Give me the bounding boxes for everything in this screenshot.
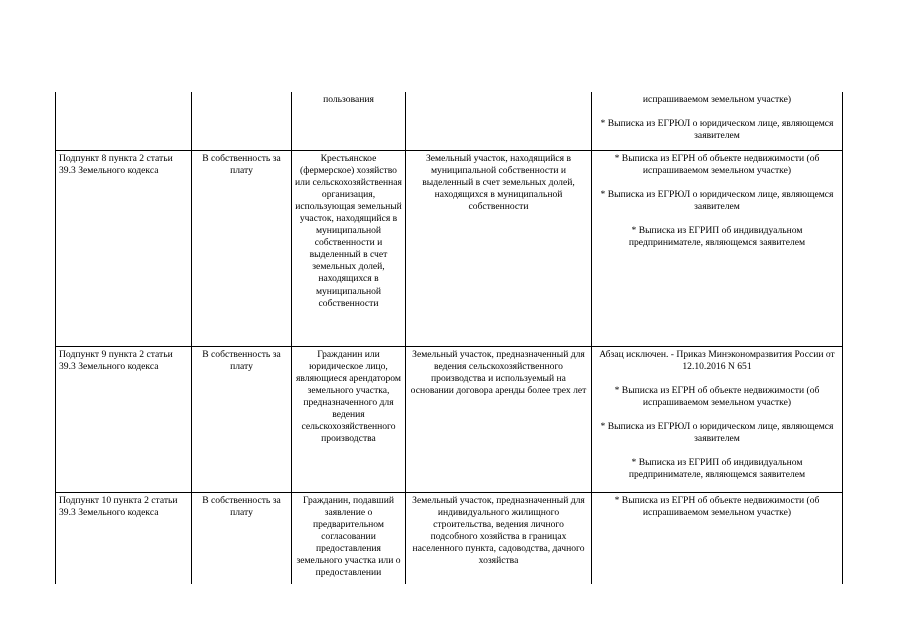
document-item: * Выписка из ЕГРН об объекте недвижимости (об испрашиваемом земельном участке) [614,494,820,518]
land-plot-cell: Земельный участок, предназначенный для ведения сельскохозяйственного производства и используемый на основании договора аренды более трех лет [406,346,592,492]
table-row [56,150,843,346]
legal-basis-cell: Подпункт 10 пункта 2 статьи 39.3 Земельного кодекса [56,492,192,584]
applicant-cell: Крестьянское (фермерское) хозяйство или сельскохозяйственная организация, использующая земельный участок, находящийся в муниципальной собственности и выделенный в счет земельных долей, находящихся в муниципальной собственности [292,150,406,346]
document-item: * Выписка из ЕГРЮЛ о юридическом лице, являющемся заявителем [600,188,834,212]
legal-basis-cell: Подпункт 9 пункта 2 статьи 39.3 Земельного кодекса [56,346,192,492]
right-type-cell [192,92,292,150]
document-item: * Выписка из ЕГРИП об индивидуальном предпринимателе, являющемся заявителем [628,224,806,248]
documents-cell [592,346,843,492]
document-item: испрашиваемом земельном участке) [642,94,792,105]
applicant-cell: Гражданин или юридическое лицо, являющиеся арендатором земельного участка, предназначенного для ведения сельскохозяйственного производства [292,346,406,492]
documents-cell [592,150,843,346]
land-plot-cell [406,92,592,150]
right-type-cell: В собственность за плату [192,150,292,346]
document-item: * Выписка из ЕГРЮЛ о юридическом лице, являющемся заявителем [600,420,834,444]
legal-basis-cell: Подпункт 8 пункта 2 статьи 39.3 Земельного кодекса [56,150,192,346]
document-item: * Выписка из ЕГРЮЛ о юридическом лице, являющемся заявителем [600,118,834,142]
land-plot-cell: Земельный участок, предназначенный для индивидуального жилищного строительства, ведения личного подсобного хозяйства в границах населенного пункта, садоводства, дачного хозяйства [406,492,592,584]
right-type-cell: В собственность за плату [192,346,292,492]
table-row [56,492,843,584]
table-row [56,92,843,150]
document-item: Абзац исключен. - Приказ Минэкономразвития России от 12.10.2016 N 651 [599,348,835,372]
document-item: * Выписка из ЕГРН об объекте недвижимости (об испрашиваемом земельном участке) [614,152,820,176]
right-type-cell: В собственность за плату [192,492,292,584]
documents-cell [592,492,843,584]
document-item: * Выписка из ЕГРИП об индивидуальном предпринимателе, являющемся заявителем [628,457,806,481]
applicant-cell: Гражданин, подавший заявление о предварительном согласовании предоставления земельного участка или о предоставлении [292,492,406,584]
legal-basis-cell [56,92,192,150]
documents-cell [592,92,843,150]
document-item: * Выписка из ЕГРН об объекте недвижимости (об испрашиваемом земельном участке) [614,384,820,408]
applicant-cell: пользования [292,92,406,150]
document-table [55,92,843,584]
land-plot-cell: Земельный участок, находящийся в муниципальной собственности и выделенный в счет земельных долей, находящихся в муниципальной собственности [406,150,592,346]
table-row [56,346,843,492]
